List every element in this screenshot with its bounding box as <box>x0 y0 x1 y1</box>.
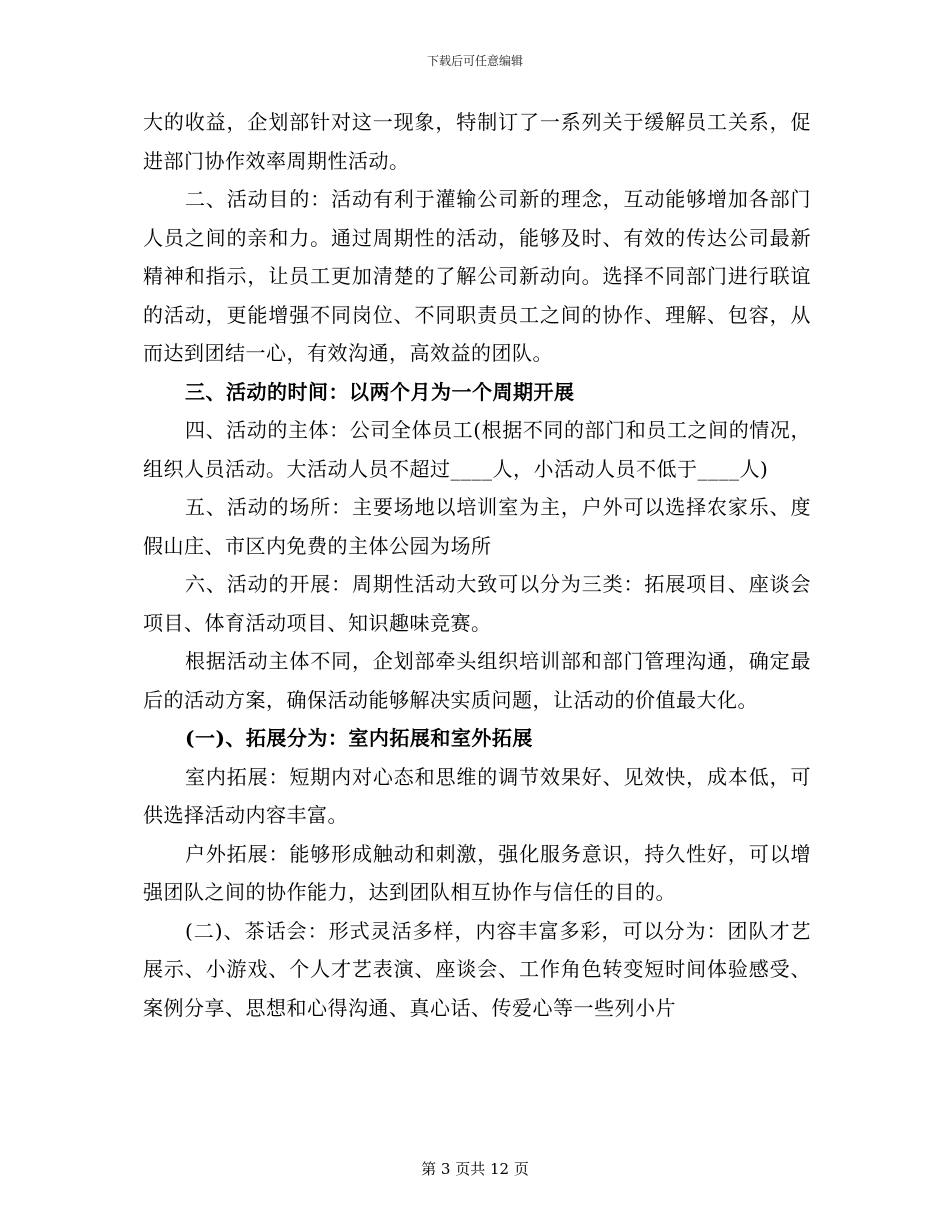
paragraph-activity-purpose: 二、活动目的：活动有利于灌输公司新的理念，互动能够增加各部门人员之间的亲和力。通过周期性的活动，能够及时、有效的传达公司最新精神和指示，让员工更加清楚的了解公司新动向。选择不同部门进行联谊的活动，更能增强不同岗位、不同职责员工之间的协作、理解、包容，从而达到团结一心，有效沟通，高效益的团队。 <box>143 187 811 365</box>
paragraph-expansion-heading: (一)、拓展分为：室内拓展和室外拓展 <box>185 726 533 750</box>
paragraph-activity-plan: 根据活动主体不同，企划部牵头组织培训部和部门管理沟通，确定最后的活动方案，确保活动能够解决实质问题，让活动的价值最大化。 <box>143 649 811 712</box>
paragraph-continuation: 大的收益，企划部针对这一现象，特制订了一系列关于缓解员工关系，促进部门协作效率周期性活动。 <box>143 110 811 173</box>
document-body <box>143 103 811 1027</box>
paragraph-activity-venue: 五、活动的场所：主要场地以培训室为主，户外可以选择农家乐、度假山庄、市区内免费的主体公园为场所 <box>143 495 811 558</box>
page-header: 下载后可任意编辑 <box>426 54 523 68</box>
paragraph-outdoor-expansion: 户外拓展：能够形成触动和刺激，强化服务意识，持久性好，可以增强团队之间的协作能力，达到团队相互协作与信任的目的。 <box>143 841 811 904</box>
page-footer: 第 3 页共 12 页 <box>421 1160 529 1178</box>
paragraph-activity-time: 三、活动的时间：以两个月为一个周期开展 <box>185 379 575 404</box>
paragraph-tea-party: (二)、茶话会：形式灵活多样，内容丰富多彩，可以分为：团队才艺展示、小游戏、个人才艺表演、座谈会、工作角色转变短时间体验感受、案例分享、思想和心得沟通、真心话、传爱心等一些列小片 <box>143 918 811 1020</box>
paragraph-activity-subject: 四、活动的主体：公司全体员工(根据不同的部门和员工之间的情况，组织人员活动。大活动人员不超过____人，小活动人员不低于____人) <box>143 418 811 481</box>
paragraph-activity-development: 六、活动的开展：周期性活动大致可以分为三类：拓展项目、座谈会项目、体育活动项目、知识趣味竞赛。 <box>143 572 811 635</box>
paragraph-indoor-expansion: 室内拓展：短期内对心态和思维的调节效果好、见效快，成本低，可供选择活动内容丰富。 <box>143 764 811 827</box>
